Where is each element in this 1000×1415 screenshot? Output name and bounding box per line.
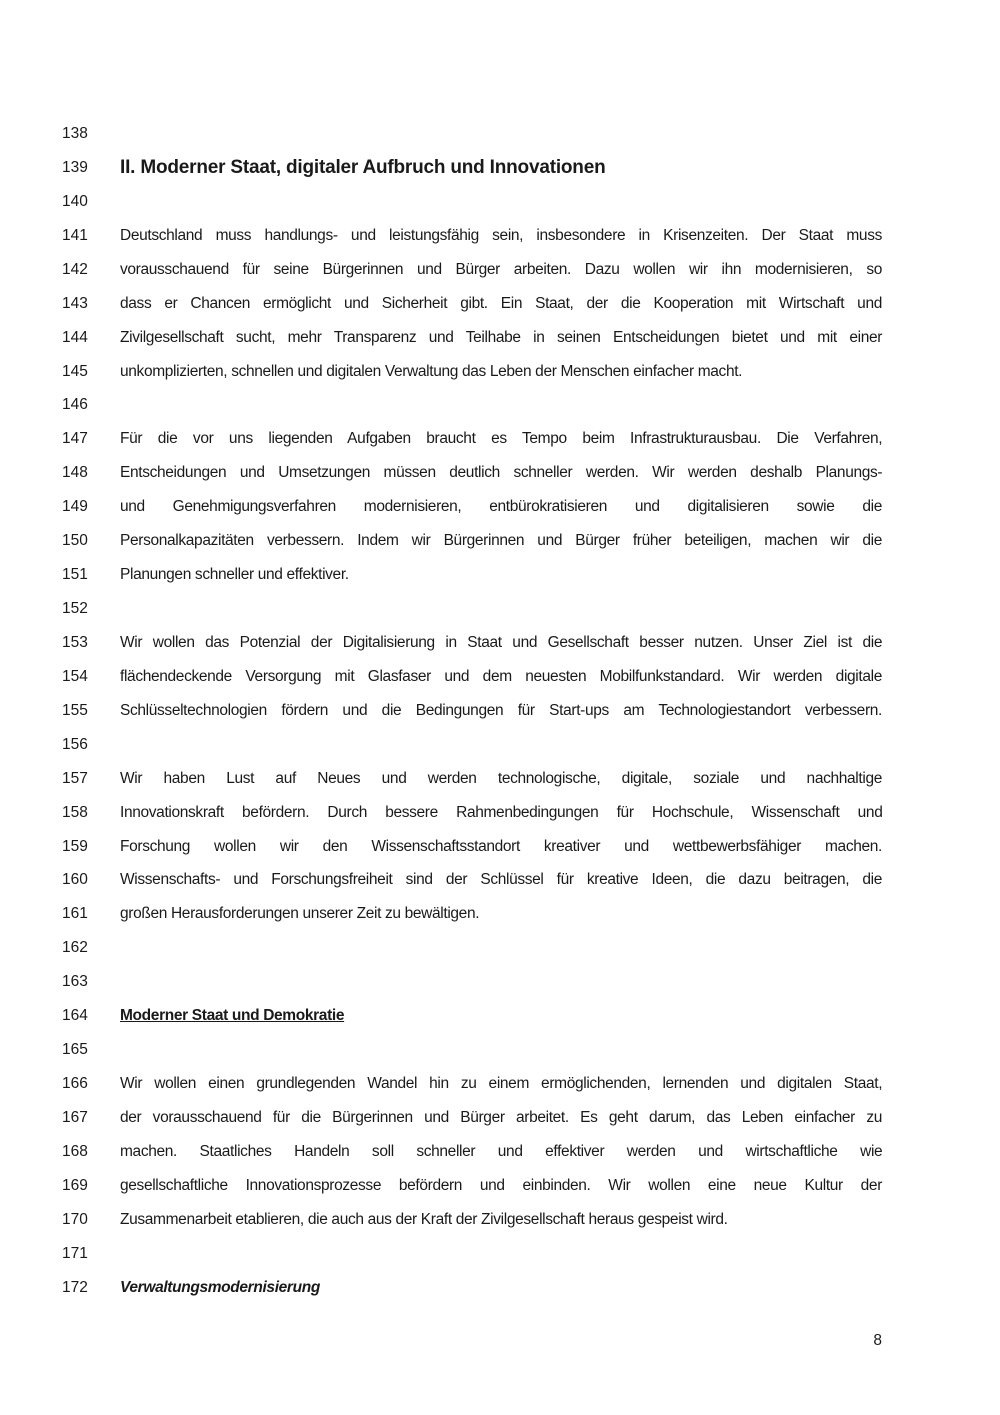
line-number: 155 — [62, 701, 88, 719]
document-line — [0, 1237, 1000, 1271]
document-line — [0, 490, 1000, 524]
document-line — [0, 456, 1000, 490]
line-text: Deutschland muss handlungs- und leistungsfähig sein, insbesondere in Krisenzeiten. Der Staat muss — [120, 226, 882, 244]
page-number: 8 — [873, 1332, 882, 1349]
document-line — [0, 1033, 1000, 1067]
document-line — [0, 1135, 1000, 1169]
line-number: 150 — [62, 532, 88, 550]
line-text: Wir haben Lust auf Neues und werden technologische, digitale, soziale und nachhaltige — [120, 769, 882, 787]
document-line — [0, 388, 1000, 422]
line-number: 165 — [62, 1041, 88, 1059]
line-text: Wissenschafts- und Forschungsfreiheit sind der Schlüssel für kreative Ideen, die dazu beitragen, die — [120, 871, 882, 889]
line-number: 157 — [62, 769, 88, 787]
document-line — [0, 931, 1000, 965]
line-text: dass er Chancen ermöglicht und Sicherheit gibt. Ein Staat, der die Kooperation mit Wirtschaft und — [120, 294, 882, 312]
document-line — [0, 626, 1000, 660]
line-text: gesellschaftliche Innovationsprozesse befördern und einbinden. Wir wollen eine neue Kultur der — [120, 1176, 882, 1194]
line-number: 162 — [62, 939, 88, 957]
document-line — [0, 422, 1000, 456]
line-number: 161 — [62, 905, 88, 923]
document-line — [0, 524, 1000, 558]
line-text: und Genehmigungsverfahren modernisieren, entbürokratisieren und digitalisieren sowie die — [120, 498, 882, 516]
line-number: 142 — [62, 260, 88, 278]
line-number: 140 — [62, 192, 88, 210]
line-number: 168 — [62, 1142, 88, 1160]
line-text: Innovationskraft befördern. Durch bessere Rahmenbedingungen für Hochschule, Wissenschaft und — [120, 803, 883, 821]
document-line — [0, 1101, 1000, 1135]
document-line — [0, 830, 1000, 864]
document-line — [0, 762, 1000, 796]
line-text: Wir wollen einen grundlegenden Wandel hin zu einem ermöglichenden, lernenden und digitalen Staat, — [120, 1075, 883, 1093]
line-number: 164 — [62, 1007, 88, 1025]
section-heading: II. Moderner Staat, digitaler Aufbruch und Innovationen — [120, 156, 606, 178]
line-number: 143 — [62, 294, 88, 312]
line-number: 159 — [62, 837, 88, 855]
line-number: 138 — [62, 125, 88, 142]
line-number: 172 — [62, 1278, 88, 1296]
line-text: Zusammenarbeit etablieren, die auch aus der Kraft der Zivilgesellschaft heraus gespeist wird. — [120, 1210, 728, 1228]
line-number: 141 — [62, 226, 88, 244]
document-line — [0, 355, 1000, 389]
document-line — [0, 287, 1000, 321]
line-number: 153 — [62, 633, 88, 651]
line-number: 156 — [62, 735, 88, 753]
line-number: 154 — [62, 667, 88, 685]
line-text: Planungen schneller und effektiver. — [120, 566, 349, 584]
line-text: Personalkapazitäten verbessern. Indem wir Bürgerinnen und Bürger früher beteiligen, machen wir die — [120, 532, 882, 550]
document-line — [0, 660, 1000, 694]
document-line — [0, 1169, 1000, 1203]
document-line — [0, 253, 1000, 287]
line-number: 158 — [62, 803, 88, 821]
document-line — [0, 151, 1000, 185]
line-number: 148 — [62, 464, 88, 482]
line-number: 139 — [62, 158, 88, 176]
document-line — [0, 592, 1000, 626]
document-line — [0, 1271, 1000, 1305]
document-line — [0, 897, 1000, 931]
line-number: 149 — [62, 498, 88, 516]
document-line — [0, 796, 1000, 830]
line-number: 163 — [62, 973, 88, 991]
document-line — [0, 999, 1000, 1033]
line-number: 160 — [62, 871, 88, 889]
subsection-heading: Moderner Staat und Demokratie — [120, 1007, 345, 1025]
line-number: 170 — [62, 1210, 88, 1228]
line-number: 171 — [62, 1244, 88, 1262]
line-number: 167 — [62, 1108, 88, 1126]
line-number: 147 — [62, 430, 88, 448]
sub-subsection-heading: Verwaltungsmodernisierung — [120, 1278, 320, 1296]
line-number: 152 — [62, 600, 88, 618]
line-number: 145 — [62, 362, 88, 380]
line-text: flächendeckende Versorgung mit Glasfaser und dem neuesten Mobilfunkstandard. Wir werden digitale — [120, 667, 882, 685]
line-text: Entscheidungen und Umsetzungen müssen deutlich schneller werden. Wir werden deshalb Planungs- — [120, 464, 883, 482]
line-text: Forschung wollen wir den Wissenschaftsstandort kreativer und wettbewerbsfähiger machen. — [120, 837, 882, 855]
document-line — [0, 558, 1000, 592]
line-number: 151 — [62, 566, 88, 584]
line-number: 166 — [62, 1075, 88, 1093]
line-text: großen Herausforderungen unserer Zeit zu bewältigen. — [120, 905, 480, 923]
document-line — [0, 185, 1000, 219]
document-line — [0, 965, 1000, 999]
line-text: der vorausschauend für die Bürgerinnen und Bürger arbeitet. Es geht darum, das Leben einfacher zu — [120, 1108, 882, 1126]
line-text: vorausschauend für seine Bürgerinnen und Bürger arbeiten. Dazu wollen wir ihn modernisieren, so — [120, 260, 882, 278]
document-line — [0, 728, 1000, 762]
document-line — [0, 694, 1000, 728]
document-line — [0, 1203, 1000, 1237]
document-line — [0, 1067, 1000, 1101]
line-text: Schlüsseltechnologien fördern und die Bedingungen für Start-ups am Technologiestandort verbessern. — [120, 701, 882, 719]
document-line — [0, 863, 1000, 897]
line-text: Für die vor uns liegenden Aufgaben braucht es Tempo beim Infrastrukturausbau. Die Verfahren, — [120, 430, 883, 448]
line-number: 144 — [62, 328, 88, 346]
line-text: Wir wollen das Potenzial der Digitalisierung in Staat und Gesellschaft besser nutzen. Unser Ziel ist die — [120, 633, 883, 651]
line-text: unkomplizierten, schnellen und digitalen Verwaltung das Leben der Menschen einfacher macht. — [120, 362, 743, 380]
document-line — [0, 117, 1000, 151]
line-number: 146 — [62, 396, 88, 414]
line-text: machen. Staatliches Handeln soll schneller und effektiver werden und wirtschaftliche wie — [120, 1142, 883, 1160]
document-line — [0, 219, 1000, 253]
line-number: 169 — [62, 1176, 88, 1194]
line-text: Zivilgesellschaft sucht, mehr Transparenz und Teilhabe in seinen Entscheidungen bietet und mit einer — [120, 328, 883, 346]
document-line — [0, 321, 1000, 355]
